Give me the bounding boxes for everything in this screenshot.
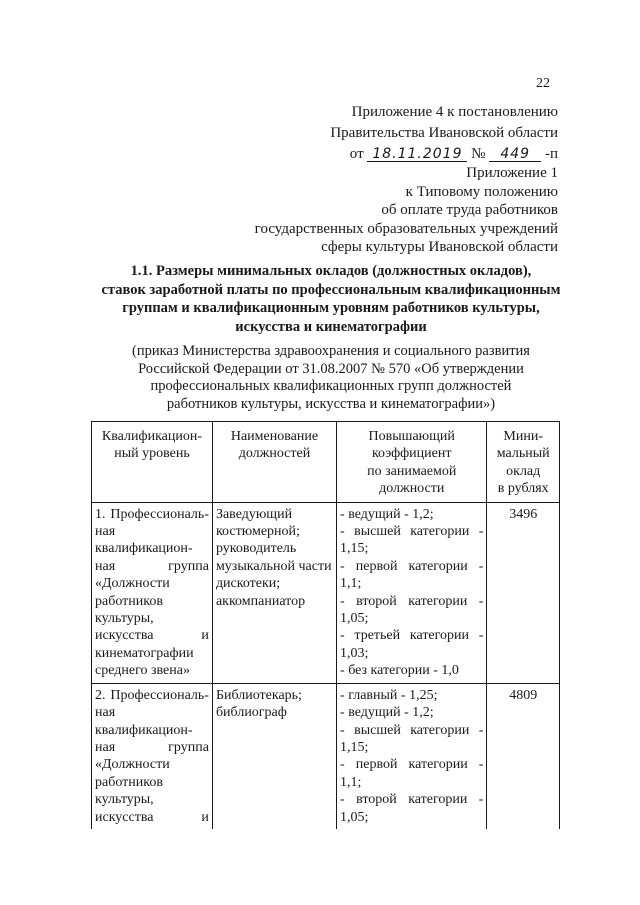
position-line: Библиотекарь; bbox=[215, 687, 302, 703]
heading-line-3: группам и квалификационным уровням работников культуры, bbox=[122, 300, 540, 316]
level-line: квалификацион- bbox=[95, 541, 193, 557]
header-salary-line: мальный bbox=[496, 446, 550, 462]
header-level-line: ный уровень bbox=[114, 446, 190, 462]
coef-line: - ведущий - 1,2; bbox=[340, 705, 434, 721]
section-heading bbox=[96, 262, 566, 336]
order-reference bbox=[96, 343, 566, 413]
level-line: работников bbox=[95, 593, 163, 609]
level-line: «Должности bbox=[95, 757, 170, 773]
annex-1-line-2: к Типовому положению bbox=[405, 183, 558, 200]
coef-line: 1,05; bbox=[340, 809, 369, 825]
annex-1-line-5: сферы культуры Ивановской области bbox=[321, 239, 558, 255]
table-header-row bbox=[92, 422, 560, 503]
order-line-3: профессиональных квалификационных групп должностей bbox=[150, 378, 512, 394]
order-line-1: (приказ Министерства здравоохранения и социального развития bbox=[132, 343, 530, 359]
annex-1-line-1: Приложение 1 bbox=[466, 165, 558, 181]
annex-4-line-3 bbox=[330, 144, 558, 165]
level-line: работников bbox=[95, 774, 163, 790]
header-salary-line: оклад bbox=[506, 463, 541, 479]
coef-line: - главный - 1,25; bbox=[340, 687, 438, 703]
number-suffix: -п bbox=[544, 146, 558, 162]
level-line: 1. Профессиональ- bbox=[95, 506, 209, 522]
level-line: ная bbox=[95, 705, 116, 721]
coef-line: - высшей категории - bbox=[340, 722, 484, 738]
heading-line-2: ставок заработной платы по профессиональным квалификационным bbox=[101, 281, 561, 298]
header-level-line: Квалификацион- bbox=[101, 429, 203, 444]
level-line: ная bbox=[95, 524, 116, 540]
handwritten-number: 449 bbox=[489, 147, 541, 162]
annex-1-caption bbox=[255, 164, 558, 257]
annex-1-line-4: государственных образовательных учреждений bbox=[254, 220, 558, 237]
page-number: 22 bbox=[536, 76, 550, 91]
header-position bbox=[212, 422, 336, 503]
cell-positions bbox=[212, 683, 336, 829]
coef-line: 1,15; bbox=[340, 541, 369, 557]
coef-line: - второй категории - bbox=[340, 792, 484, 808]
position-line: Заведующий bbox=[215, 506, 293, 522]
header-coef-line: должности bbox=[379, 481, 445, 497]
header-salary-line: в рублях bbox=[497, 481, 549, 497]
heading-line-1: 1.1. Размеры минимальных окладов (должностных окладов), bbox=[130, 263, 532, 279]
cell-positions bbox=[212, 502, 336, 683]
coef-line: 1,05; bbox=[340, 611, 369, 627]
heading-line-4: искусства и кинематографии bbox=[235, 318, 427, 335]
coef-line: - первой категории - bbox=[340, 558, 484, 574]
position-line: дискотеки; bbox=[215, 576, 281, 592]
annex-4-caption bbox=[330, 102, 558, 165]
level-line: среднего звена» bbox=[95, 663, 190, 679]
position-line: костюмерной; bbox=[215, 524, 300, 540]
order-line-4: работников культуры, искусства и кинематографии») bbox=[166, 395, 496, 412]
number-label: № bbox=[471, 146, 486, 162]
level-line: искусства и bbox=[95, 628, 209, 644]
header-coef-line: по занимаемой bbox=[367, 463, 457, 479]
coef-line: - высшей категории - bbox=[340, 524, 484, 540]
cell-salary: 4809 bbox=[487, 683, 560, 829]
position-line: аккомпаниатор bbox=[215, 593, 306, 609]
order-line-2: Российской Федерации от 31.08.2007 № 570 «Об утверждении bbox=[138, 360, 524, 377]
level-line: ная группа bbox=[95, 739, 209, 755]
header-position-line: должностей bbox=[238, 446, 311, 462]
header-coefficient bbox=[337, 422, 487, 503]
position-line: руководитель bbox=[215, 541, 297, 557]
coef-line: - ведущий - 1,2; bbox=[340, 506, 434, 522]
cell-coefficients bbox=[337, 502, 487, 683]
coef-line: 1,1; bbox=[340, 576, 362, 592]
level-line: культуры, bbox=[95, 611, 154, 627]
coef-line: - второй категории - bbox=[340, 593, 484, 609]
table-row bbox=[92, 683, 560, 829]
cell-coefficients bbox=[337, 683, 487, 829]
cell-salary: 3496 bbox=[487, 502, 560, 683]
level-line: ная группа bbox=[95, 558, 209, 574]
header-coef-line: коэффициент bbox=[371, 446, 452, 462]
coef-line: - первой категории - bbox=[340, 757, 484, 773]
position-line: музыкальной части bbox=[215, 558, 332, 574]
coef-line: 1,1; bbox=[340, 774, 362, 790]
coef-line: 1,03; bbox=[340, 645, 369, 661]
header-coef-line: Повышающий bbox=[368, 429, 455, 444]
level-line: 2. Профессиональ- bbox=[95, 687, 209, 703]
annex-4-line-1: Приложение 4 к постановлению bbox=[351, 104, 558, 120]
header-position-line: Наименование bbox=[230, 429, 319, 444]
coef-line: - третьей категории - bbox=[340, 628, 484, 644]
from-label: от bbox=[349, 146, 364, 162]
annex-4-line-2: Правительства Ивановской области bbox=[330, 125, 558, 141]
salary-table bbox=[91, 421, 560, 829]
level-line: искусства и bbox=[95, 809, 209, 825]
coef-line: - без категории - 1,0 bbox=[340, 663, 459, 679]
cell-level bbox=[92, 683, 213, 829]
table-row bbox=[92, 502, 560, 683]
cell-level bbox=[92, 502, 213, 683]
level-line: квалификацион- bbox=[95, 722, 193, 738]
position-line: библиограф bbox=[215, 705, 287, 721]
level-line: кинематографии bbox=[95, 645, 194, 661]
header-level bbox=[92, 422, 213, 503]
level-line: культуры, bbox=[95, 792, 154, 808]
level-line: «Должности bbox=[95, 576, 170, 592]
annex-1-line-3: об оплате труда работников bbox=[381, 202, 558, 218]
header-salary bbox=[487, 422, 560, 503]
header-salary-line: Мини- bbox=[503, 429, 543, 444]
handwritten-date: 18.11.2019 bbox=[367, 147, 467, 162]
coef-line: 1,15; bbox=[340, 739, 369, 755]
